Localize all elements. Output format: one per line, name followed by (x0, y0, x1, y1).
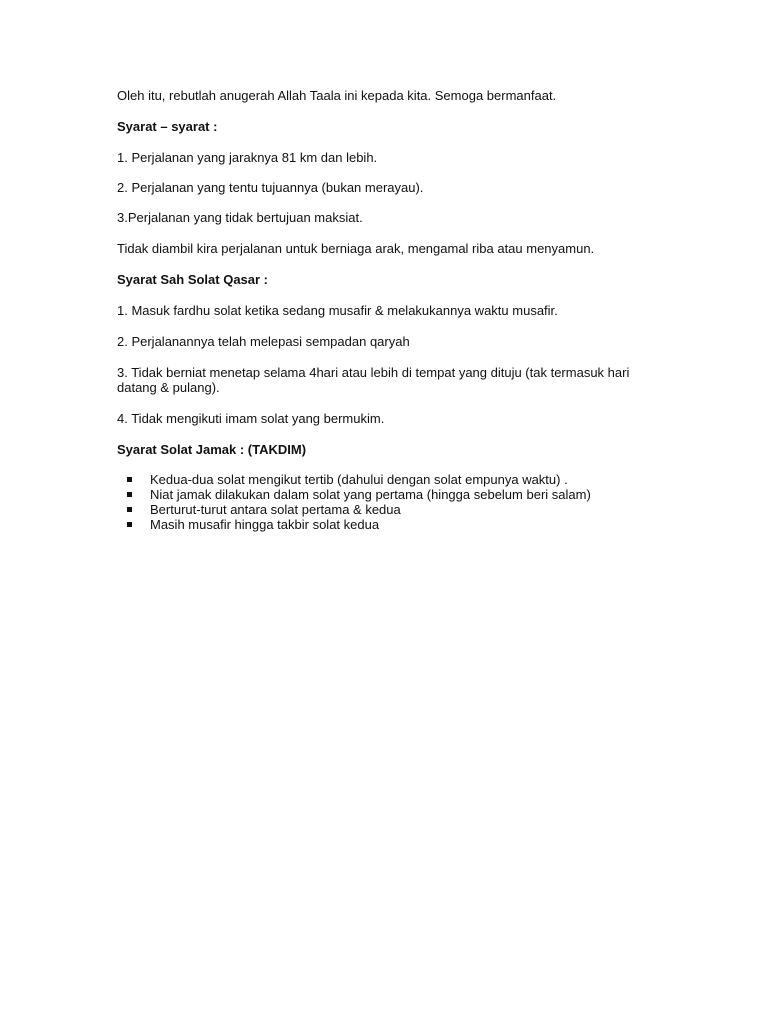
note-paragraph: Tidak diambil kira perjalanan untuk berniaga arak, mengamal riba atau menyamun. (117, 241, 595, 256)
list-item: 2. Perjalanannya telah melepasi sempadan qaryah (117, 334, 410, 349)
list-item: 2. Perjalanan yang tentu tujuannya (bukan merayau). (117, 180, 424, 195)
section-heading-syarat: Syarat – syarat : (117, 119, 218, 134)
square-bullet-icon (127, 477, 132, 482)
list-item: 3.Perjalanan yang tidak bertujuan maksiat. (117, 210, 363, 225)
list-item: 1. Masuk fardhu solat ketika sedang musafir & melakukannya waktu musafir. (117, 303, 558, 318)
list-item (127, 472, 627, 487)
list-item: 3. Tidak berniat menetap selama 4hari atau lebih di tempat yang dituju (tak termasuk hari datang & pulang). (117, 365, 630, 395)
square-bullet-icon (127, 492, 132, 497)
bullet-text: Kedua-dua solat mengikut tertib (dahului dengan solat empunya waktu) . (150, 472, 568, 487)
square-bullet-icon (127, 522, 132, 527)
section-heading-syarat-sah-solat-qasar: Syarat Sah Solat Qasar : (117, 272, 269, 287)
list-item: 1. Perjalanan yang jaraknya 81 km dan lebih. (117, 150, 378, 165)
intro-paragraph: Oleh itu, rebutlah anugerah Allah Taala ini kepada kita. Semoga bermanfaat. (117, 88, 557, 103)
list-item (127, 517, 627, 532)
bullet-text: Berturut-turut antara solat pertama & kedua (150, 502, 401, 517)
section-heading-syarat-solat-jamak: Syarat Solat Jamak : (TAKDIM) (117, 442, 307, 457)
bullet-text: Masih musafir hingga takbir solat kedua (150, 517, 380, 532)
list-item (127, 487, 627, 502)
square-bullet-icon (127, 507, 132, 512)
list-item (127, 502, 627, 517)
list-item: 4. Tidak mengikuti imam solat yang bermukim. (117, 411, 385, 426)
bullet-list (127, 472, 627, 532)
bullet-text: Niat jamak dilakukan dalam solat yang pertama (hingga sebelum beri salam) (150, 487, 591, 502)
